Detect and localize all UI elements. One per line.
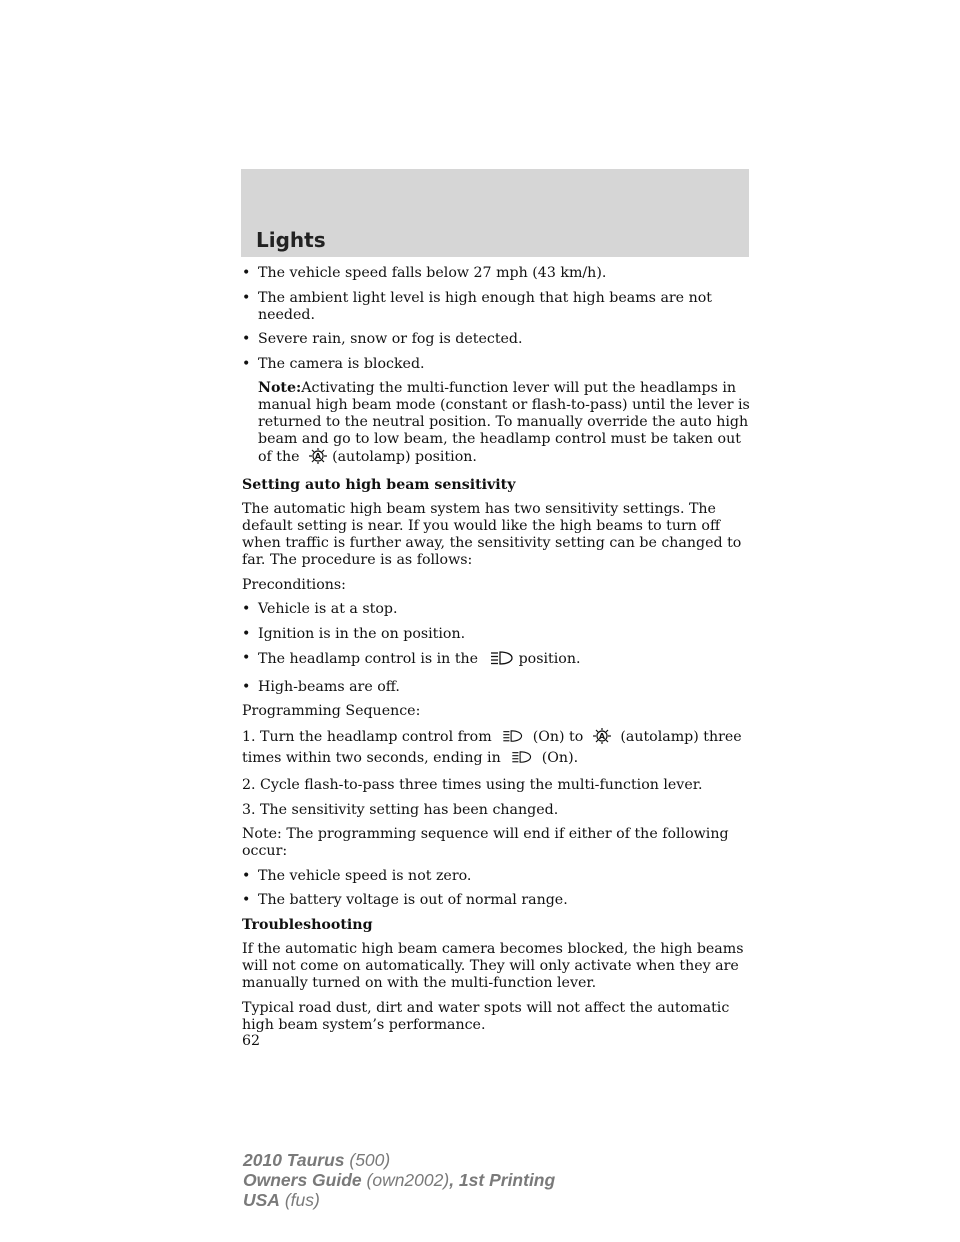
step-text: 1. Turn the headlamp control from [242, 728, 492, 745]
note-text-after: (autolamp) position. [332, 449, 477, 465]
list-item-text: High-beams are off. [258, 678, 400, 695]
step-3: 3. The sensitivity setting has been changed. [242, 801, 559, 818]
footer-guide: Owners Guide [243, 1170, 362, 1190]
bullet-glyph: • [242, 331, 251, 347]
headlamp-on-icon [499, 728, 525, 749]
bullet-glyph: • [242, 289, 251, 306]
list-item-text: The vehicle speed is not zero. [258, 867, 472, 884]
step-text: (On) to [532, 728, 584, 745]
bullet-glyph: • [242, 355, 251, 372]
footer-model: 2010 Taurus [243, 1150, 345, 1170]
headlamp-on-icon [508, 749, 534, 770]
bullet-glyph: • [242, 625, 251, 642]
autolamp-icon [591, 728, 613, 749]
footer-guide-code: (own2002) [361, 1170, 450, 1190]
bullet-glyph: • [242, 678, 251, 695]
list-item-text: Severe rain, snow or fog is detected. [258, 331, 523, 347]
list-item-text: The ambient light level is high enough that high beams are not needed. [258, 289, 712, 323]
step-text: (autolamp) three [620, 728, 742, 745]
page-number: 62 [242, 1032, 261, 1049]
note-label: Note: [258, 380, 302, 396]
list-item [242, 601, 752, 618]
paragraph: The automatic high beam system has two sensitivity settings. The default setting is near. If you would like the high beams to turn off when traffic is further away, the sensitivity setting can be changed to far. The procedure is as follows: [242, 501, 742, 568]
step-1 [242, 728, 752, 770]
footer-market-code: (fus) [279, 1190, 320, 1210]
section-heading: Setting auto high beam sensitivity [242, 476, 516, 493]
page-content [242, 265, 752, 1050]
step-text: (On). [541, 749, 579, 766]
section-title: Lights [256, 228, 326, 252]
svg-text:A: A [314, 452, 322, 461]
preconditions-label: Preconditions: [242, 576, 346, 593]
paragraph: If the automatic high beam camera becomes blocked, the high beams will not come on automatically. They will only activate when they are manually turned on with the multi-function lever. [242, 941, 744, 991]
list-item [242, 290, 752, 324]
footer-model-code: (500) [344, 1150, 391, 1170]
footer-line-3 [243, 1190, 555, 1210]
list-item-text: The battery voltage is out of normal range. [258, 892, 568, 908]
autolamp-icon [307, 448, 329, 469]
bullet-glyph: • [242, 601, 251, 617]
list-item [242, 356, 752, 373]
note-text: Activating the multi-function lever will put the headlamps in manual high beam mode (constant or flash-to-pass) until the lever is returned to the neutral position. To manually override the auto high beam and go to low beam, the headlamp control must be taken out of the [258, 380, 750, 465]
document-footer [243, 1150, 555, 1210]
footer-printing: , 1st Printing [449, 1170, 556, 1190]
list-item-text: The vehicle speed falls below 27 mph (43 km/h). [258, 265, 607, 281]
list-item-text: The camera is blocked. [258, 355, 425, 372]
list-item [242, 331, 752, 348]
list-item [242, 265, 752, 282]
svg-text:A: A [598, 731, 605, 741]
list-item [242, 626, 752, 643]
list-item-text: position. [518, 651, 581, 667]
headlamp-on-icon [486, 650, 516, 671]
list-item [242, 892, 752, 909]
step-text: times within two seconds, ending in [242, 749, 501, 766]
note-paragraph [242, 380, 752, 469]
footer-market: USA [243, 1190, 280, 1210]
list-item [242, 868, 752, 885]
list-item-text: The headlamp control is in the [258, 651, 479, 667]
programming-note: Note: The programming sequence will end if either of the following occur: [242, 826, 729, 859]
list-item [242, 679, 752, 696]
bullet-glyph: • [242, 892, 251, 908]
list-item-text: Vehicle is at a stop. [258, 601, 398, 617]
list-item [242, 650, 752, 671]
list-item-text: Ignition is in the on position. [258, 625, 466, 642]
bullet-glyph: • [242, 265, 251, 281]
step-2: 2. Cycle flash-to-pass three times using the multi-function lever. [242, 777, 703, 793]
footer-line-2 [243, 1170, 555, 1190]
paragraph: Typical road dust, dirt and water spots will not affect the automatic high beam system’s performance. [242, 999, 730, 1033]
footer-line-1 [243, 1150, 555, 1170]
programming-label: Programming Sequence: [242, 703, 421, 719]
bullet-glyph: • [242, 650, 251, 666]
bullet-glyph: • [242, 867, 251, 884]
section-heading: Troubleshooting [242, 916, 373, 933]
